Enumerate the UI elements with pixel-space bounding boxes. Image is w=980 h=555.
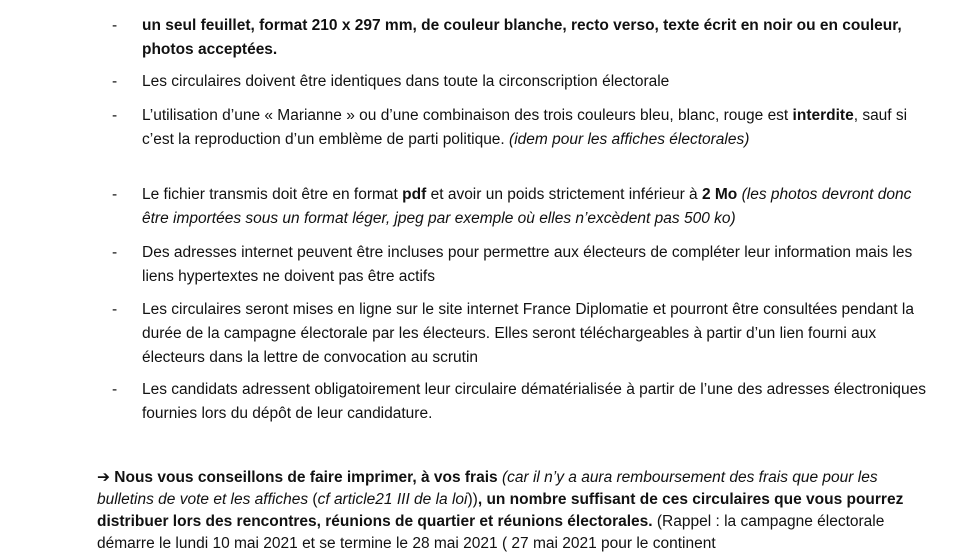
bullet-marker: - — [112, 301, 118, 318]
list-item-text — [142, 298, 932, 370]
bullet-marker: - — [112, 17, 118, 34]
text-run: et avoir un poids strictement inférieur à — [426, 186, 702, 203]
list-item-text — [142, 378, 932, 426]
text-run: , sauf si c’est la reproduction d’un emblème de parti politique. — [142, 107, 908, 148]
text-run: Des adresses internet peuvent être incluses pour permettre aux électeurs de compléter leur information mais les liens hypertextes ne doivent pas être actifs — [142, 244, 913, 285]
advice-paragraph — [97, 466, 917, 555]
bullet-marker: - — [112, 244, 118, 261]
bullet-marker: - — [112, 186, 118, 203]
text-run: (car il n’y a aura remboursement des frais que pour les bulletins de vote et les affiches — [97, 469, 878, 508]
text-run: cf article21 III de la loi — [317, 491, 468, 508]
text-run: Nous vous conseillons de faire imprimer, à vos frais — [110, 469, 502, 486]
text-run: Les circulaires doivent être identiques dans toute la circonscription électorale — [142, 73, 670, 90]
text-run: L’utilisation d’une « Marianne » ou d’une combinaison des trois couleurs bleu, blanc, rouge est — [142, 107, 793, 124]
text-run: interdite — [792, 107, 854, 124]
text-run: , un nombre suffisant de ces circulaires que vous pourrez distribuer lors des rencontres, réunions de quartier et réunions électorales. — [97, 491, 904, 530]
text-run: 2 Mo — [701, 186, 738, 203]
list-item-text — [142, 104, 932, 152]
arrow-icon: ➔ — [97, 468, 110, 486]
text-run: (les photos devront donc être importées sous un format léger, jpeg par exemple où elles n’excèdent pas 500 ko) — [142, 186, 912, 227]
bullet-marker: - — [112, 107, 118, 124]
text-run: ( — [308, 491, 318, 508]
text-run: (idem pour les affiches électorales) — [509, 131, 750, 148]
list-item-text — [142, 14, 932, 62]
bullet-marker: - — [112, 381, 118, 398]
list-item-text — [142, 70, 932, 94]
text-run: pdf — [402, 186, 427, 203]
text-run: (Rappel : la campagne électorale démarre le lundi 10 mai 2021 et se termine le 28 mai 2021 ( 27 mai 2021 pour le continent — [97, 513, 885, 552]
list-item-text — [142, 183, 932, 231]
advice-text — [97, 469, 903, 552]
text-run: Les circulaires seront mises en ligne sur le site internet France Diplomatie et pourront être consultées pendant la durée de la campagne électorale par les électeurs. Elles seront téléchargeables à partir d’un lien fourni aux électeurs dans la lettre de convocation au scrutin — [142, 301, 914, 366]
text-run: Les candidats adressent obligatoirement leur circulaire dématérialisée à partir de l’une des adresses électroniques fournies lors du dépôt de leur candidature. — [142, 381, 927, 422]
text-run: Le fichier transmis doit être en format — [142, 186, 403, 203]
list-item-text — [142, 241, 932, 289]
text-run: un seul feuillet, format 210 x 297 mm, de couleur blanche, recto verso, texte écrit en noir ou en couleur, photos acceptées. — [142, 17, 902, 58]
text-run: )) — [467, 491, 478, 508]
bullet-marker: - — [112, 73, 118, 90]
